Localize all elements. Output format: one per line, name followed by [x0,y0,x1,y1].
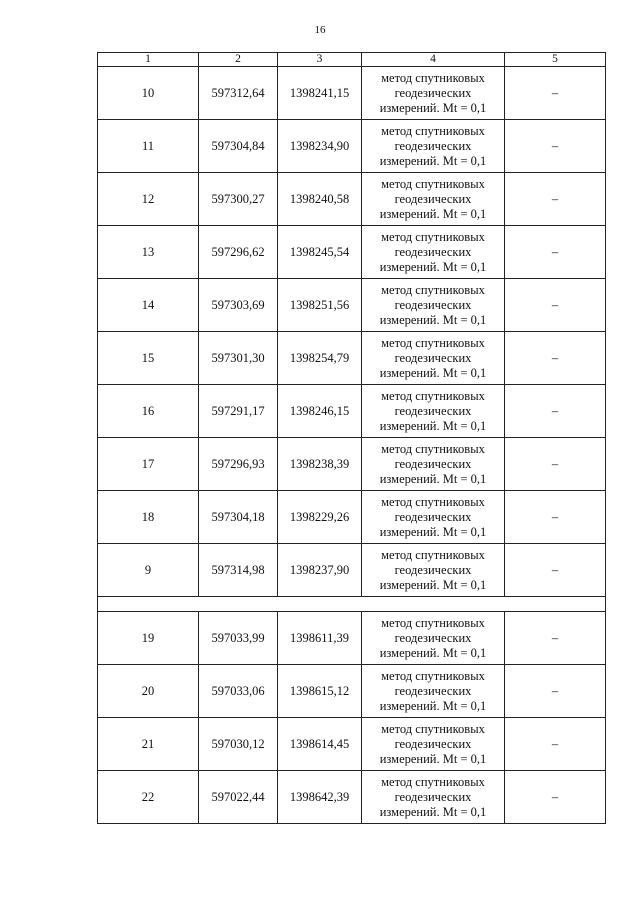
header-row [98,53,606,67]
point-number-cell: 9 [98,544,199,597]
header-cell-3: 3 [278,53,362,67]
method-text-line: геодезических [394,683,472,698]
note-cell: – [505,544,606,597]
method-text-line: метод спутниковых [381,229,485,244]
x-coordinate-cell: 597301,30 [199,332,278,385]
y-coordinate-cell: 1398234,90 [278,120,362,173]
x-coordinate-cell: 597033,06 [199,665,278,718]
method-cell [362,718,505,771]
x-coordinate-cell: 597022,44 [199,771,278,824]
method-text-line: метод спутниковых [381,615,485,630]
method-text-line: геодезических [394,138,472,153]
point-number-cell: 19 [98,612,199,665]
table-row [98,491,606,544]
x-coordinate-cell: 597030,12 [199,718,278,771]
method-text-line: геодезических [394,789,472,804]
y-coordinate-cell: 1398611,39 [278,612,362,665]
method-cell [362,120,505,173]
note-cell: – [505,665,606,718]
table-row [98,771,606,824]
table-row [98,173,606,226]
note-cell: – [505,120,606,173]
y-coordinate-cell: 1398251,56 [278,279,362,332]
header-cell-1: 1 [98,53,199,67]
method-cell [362,67,505,120]
method-cell [362,279,505,332]
note-cell: – [505,771,606,824]
point-number-cell: 17 [98,438,199,491]
method-text-line: измерений. Mt = 0,1 [379,471,487,486]
method-text-line: геодезических [394,244,472,259]
x-coordinate-cell: 597303,69 [199,279,278,332]
method-text-line: метод спутниковых [381,335,485,350]
method-text-line: геодезических [394,350,472,365]
method-text-line: геодезических [394,297,472,312]
method-text-line: геодезических [394,403,472,418]
method-text-line: измерений. Mt = 0,1 [379,100,487,115]
x-coordinate-cell: 597296,62 [199,226,278,279]
method-text-line: метод спутниковых [381,774,485,789]
header-cell-2: 2 [199,53,278,67]
point-number-cell: 20 [98,665,199,718]
x-coordinate-cell: 597033,99 [199,612,278,665]
point-number-cell: 16 [98,385,199,438]
method-text-line: измерений. Mt = 0,1 [379,751,487,766]
note-cell: – [505,385,606,438]
method-text-line: измерений. Mt = 0,1 [379,645,487,660]
header-cell-5: 5 [505,53,606,67]
method-cell [362,491,505,544]
method-cell [362,438,505,491]
table-row [98,385,606,438]
method-text-line: измерений. Mt = 0,1 [379,577,487,592]
method-cell [362,771,505,824]
y-coordinate-cell: 1398254,79 [278,332,362,385]
method-text-line: измерений. Mt = 0,1 [379,418,487,433]
note-cell: – [505,279,606,332]
point-number-cell: 22 [98,771,199,824]
x-coordinate-cell: 597296,93 [199,438,278,491]
point-number-cell: 21 [98,718,199,771]
method-cell [362,612,505,665]
method-cell [362,665,505,718]
note-cell: – [505,332,606,385]
method-text-line: измерений. Mt = 0,1 [379,259,487,274]
method-text-line: измерений. Mt = 0,1 [379,804,487,819]
method-text-line: измерений. Mt = 0,1 [379,206,487,221]
y-coordinate-cell: 1398241,15 [278,67,362,120]
page-number: 16 [314,24,326,36]
x-coordinate-cell: 597300,27 [199,173,278,226]
y-coordinate-cell: 1398237,90 [278,544,362,597]
note-cell: – [505,491,606,544]
method-text-line: измерений. Mt = 0,1 [379,524,487,539]
note-cell: – [505,438,606,491]
table-row [98,665,606,718]
method-text-line: метод спутниковых [381,282,485,297]
note-cell: – [505,173,606,226]
table-row [98,718,606,771]
point-number-cell: 13 [98,226,199,279]
point-number-cell: 10 [98,67,199,120]
y-coordinate-cell: 1398245,54 [278,226,362,279]
header-cell-4: 4 [362,53,505,67]
table-row [98,612,606,665]
method-text-line: метод спутниковых [381,123,485,138]
method-text-line: геодезических [394,509,472,524]
method-text-line: метод спутниковых [381,388,485,403]
method-text-line: измерений. Mt = 0,1 [379,365,487,380]
table-row [98,332,606,385]
method-cell [362,226,505,279]
method-cell [362,332,505,385]
y-coordinate-cell: 1398642,39 [278,771,362,824]
coordinates-table [97,52,606,824]
note-cell: – [505,612,606,665]
table-row [98,226,606,279]
x-coordinate-cell: 597291,17 [199,385,278,438]
method-text-line: геодезических [394,191,472,206]
point-number-cell: 15 [98,332,199,385]
y-coordinate-cell: 1398240,58 [278,173,362,226]
method-text-line: измерений. Mt = 0,1 [379,312,487,327]
method-text-line: геодезических [394,85,472,100]
y-coordinate-cell: 1398229,26 [278,491,362,544]
note-cell: – [505,226,606,279]
method-text-line: измерений. Mt = 0,1 [379,698,487,713]
note-cell: – [505,718,606,771]
method-text-line: геодезических [394,456,472,471]
x-coordinate-cell: 597312,64 [199,67,278,120]
point-number-cell: 14 [98,279,199,332]
point-number-cell: 12 [98,173,199,226]
point-number-cell: 18 [98,491,199,544]
method-text-line: геодезических [394,562,472,577]
table-row [98,279,606,332]
method-text-line: метод спутниковых [381,494,485,509]
y-coordinate-cell: 1398238,39 [278,438,362,491]
method-text-line: метод спутниковых [381,721,485,736]
note-cell: – [505,67,606,120]
method-text-line: метод спутниковых [381,547,485,562]
method-text-line: метод спутниковых [381,441,485,456]
method-text-line: метод спутниковых [381,70,485,85]
method-cell [362,173,505,226]
x-coordinate-cell: 597304,84 [199,120,278,173]
method-cell [362,385,505,438]
point-number-cell: 11 [98,120,199,173]
table-row [98,544,606,597]
method-text-line: геодезических [394,736,472,751]
method-text-line: метод спутниковых [381,668,485,683]
x-coordinate-cell: 597314,98 [199,544,278,597]
separator-cell [98,597,606,612]
table-row [98,438,606,491]
y-coordinate-cell: 1398614,45 [278,718,362,771]
separator-row [98,597,606,612]
method-text-line: измерений. Mt = 0,1 [379,153,487,168]
table-row [98,120,606,173]
method-text-line: метод спутниковых [381,176,485,191]
x-coordinate-cell: 597304,18 [199,491,278,544]
method-cell [362,544,505,597]
y-coordinate-cell: 1398246,15 [278,385,362,438]
method-text-line: геодезических [394,630,472,645]
y-coordinate-cell: 1398615,12 [278,665,362,718]
table-row [98,67,606,120]
